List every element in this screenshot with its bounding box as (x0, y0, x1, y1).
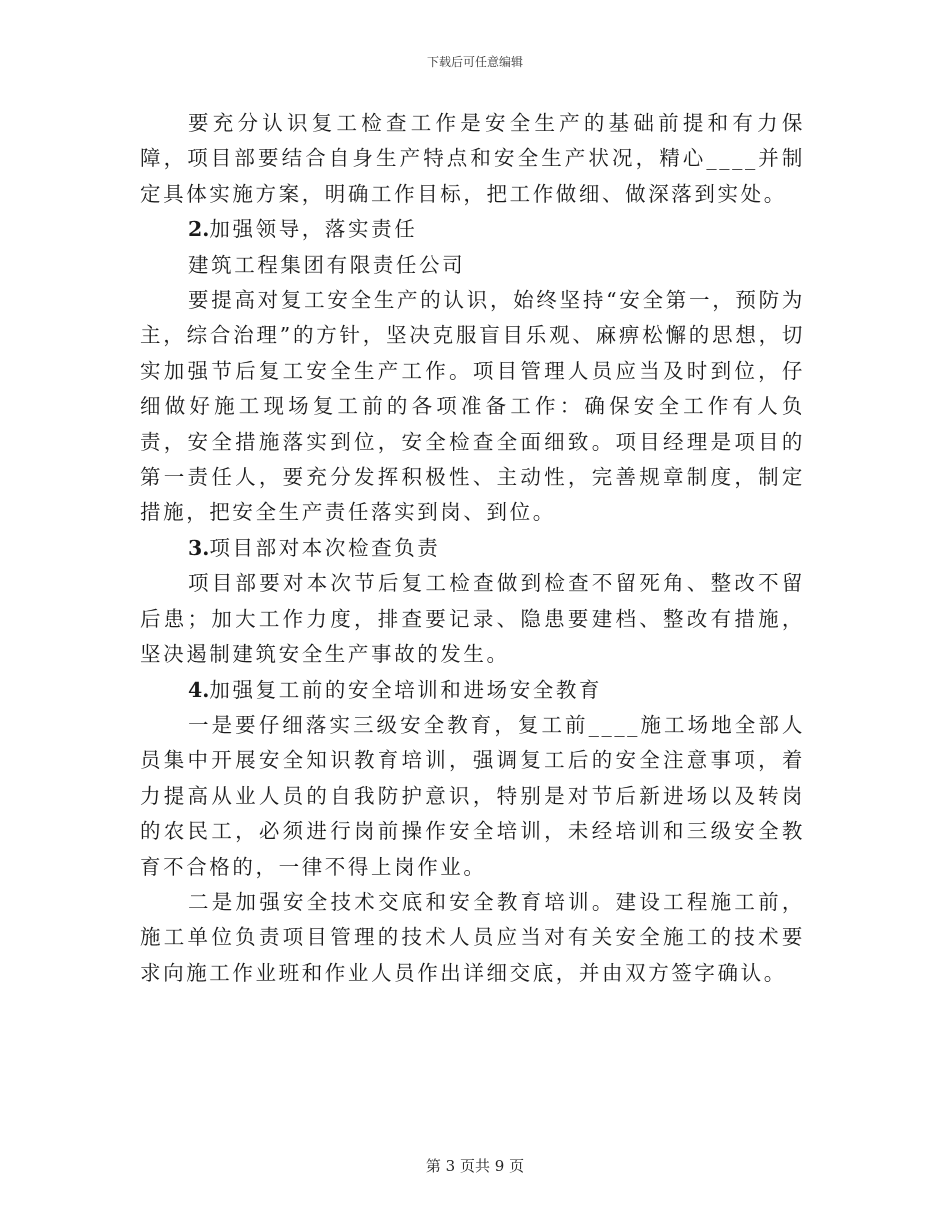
section-number: 4. (188, 677, 210, 702)
section-number: 2. (188, 217, 210, 242)
paragraph-leadership: 要提高对复工安全生产的认识，始终坚持“安全第一，预防为主，综合治理”的方针，坚决克服盲目乐观、麻痹松懈的思想，切实加强节后复工安全生产工作。项目管理人员应当及时到位，仔细做好施工现场复工前的各项准备工作：确保安全工作有人负责，安全措施落实到位，安全检查全面细致。项目经理是项目的第一责任人，要充分发挥积极性、主动性，完善规章制度，制定措施，把安全生产责任落实到岗、到位。 (140, 288, 805, 525)
section-heading-4 (140, 673, 805, 708)
paragraph-intro: 要充分认识复工检查工作是安全生产的基础前提和有力保障，项目部要结合自身生产特点和安全生产状况，精心____并制定具体实施方案，明确工作目标，把工作做细、做深落到实处。 (140, 111, 805, 206)
paragraph-training-1: 一是要仔细落实三级安全教育，复工前____施工场地全部人员集中开展安全知识教育培训，强调复工后的安全注意事项，着力提高从业人员的自我防护意识，特别是对节后新进场以及转岗的农民工，必须进行岗前操作安全培训，未经培训和三级安全教育不合格的，一律不得上岗作业。 (140, 712, 805, 879)
section-number: 3. (188, 535, 210, 560)
company-name-line: 建筑工程集团有限责任公司 (188, 252, 466, 277)
section-heading-3 (140, 531, 805, 566)
page-header: 下载后可任意编辑 (426, 55, 523, 69)
section-title: 加强领导，落实责任 (209, 217, 418, 242)
page-number: 第 3 页共 9 页 (425, 1157, 525, 1175)
paragraph-training-2: 二是加强安全技术交底和安全教育培训。建设工程施工前，施工单位负责项目管理的技术人员应当对有关安全施工的技术要求向施工作业班和作业人员作出详细交底，并由双方签字确认。 (140, 889, 805, 985)
section-heading-2 (140, 212, 805, 247)
section-title: 项目部对本次检查负责 (209, 535, 441, 560)
section-title: 加强复工前的安全培训和进场安全教育 (209, 677, 603, 702)
document-body (140, 106, 805, 991)
paragraph-inspection: 项目部要对本次节后复工检查做到检查不留死角、整改不留后患；加大工作力度，排查要记录、隐患要建档、整改有措施，坚决遏制建筑安全生产事故的发生。 (140, 571, 805, 667)
